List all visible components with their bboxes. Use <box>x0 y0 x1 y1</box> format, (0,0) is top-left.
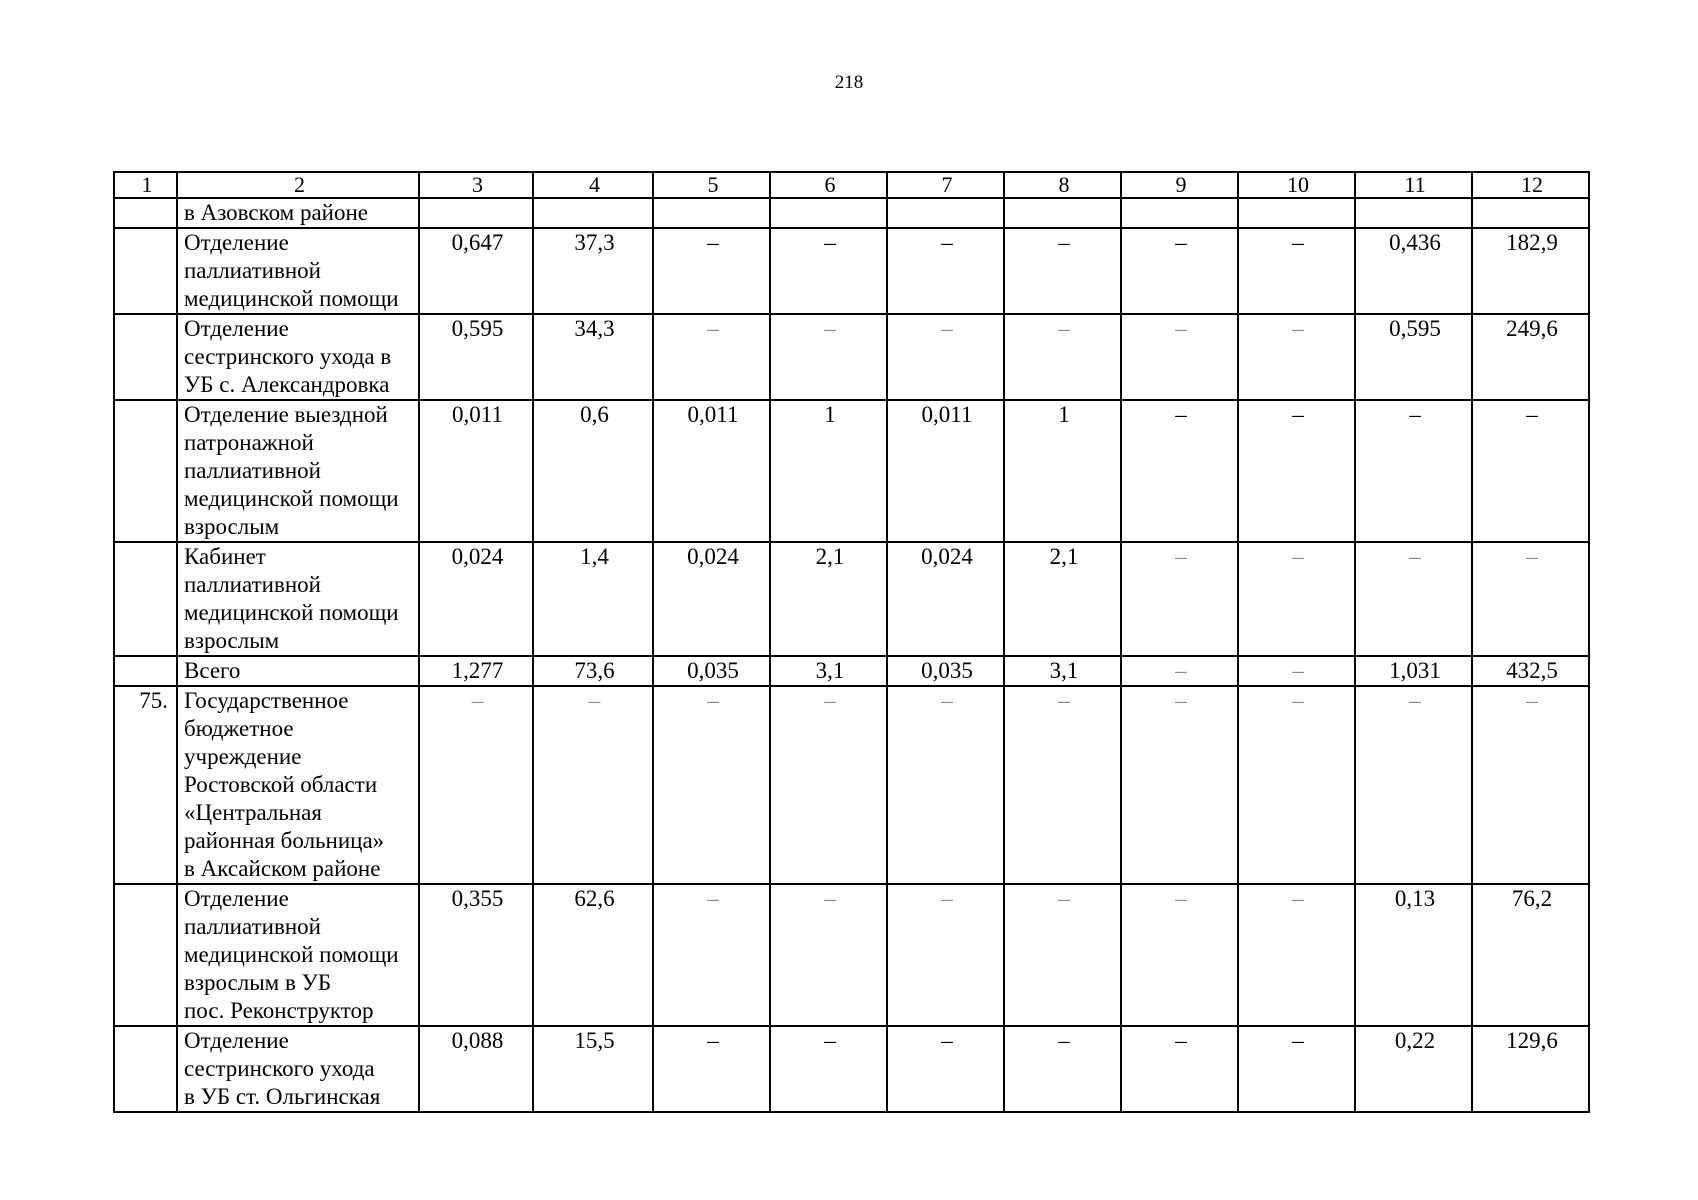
table-cell: – <box>770 884 887 1026</box>
row-name: Кабинет паллиативной медицинской помощи взрослым <box>177 542 419 656</box>
table-cell: 249,6 <box>1472 314 1589 400</box>
table-cell: – <box>1472 542 1589 656</box>
table-cell: 129,6 <box>1472 1026 1589 1112</box>
table-cell: 15,5 <box>533 1026 653 1112</box>
table-row <box>114 884 1589 1026</box>
table-cell <box>1004 198 1121 228</box>
table-cell: – <box>1238 542 1355 656</box>
table-cell: 0,647 <box>419 228 533 314</box>
table-cell: – <box>653 686 770 884</box>
row-number <box>114 1026 177 1112</box>
table-cell: 0,355 <box>419 884 533 1026</box>
table-cell: – <box>887 686 1004 884</box>
column-header: 3 <box>419 172 533 198</box>
table-cell: – <box>1121 656 1238 686</box>
table-cell: – <box>1121 400 1238 542</box>
row-number <box>114 198 177 228</box>
table-cell: – <box>653 314 770 400</box>
table-cell: – <box>1121 1026 1238 1112</box>
row-name: Отделение паллиативной медицинской помощи <box>177 228 419 314</box>
table-cell: – <box>653 1026 770 1112</box>
table-cell: – <box>1355 542 1472 656</box>
column-header: 2 <box>177 172 419 198</box>
table-cell <box>887 198 1004 228</box>
data-table <box>113 171 1590 1113</box>
row-number <box>114 400 177 542</box>
row-number: 75. <box>114 686 177 884</box>
table-cell: 0,088 <box>419 1026 533 1112</box>
table-cell: – <box>1355 400 1472 542</box>
table-cell: 182,9 <box>1472 228 1589 314</box>
table-cell: 0,011 <box>419 400 533 542</box>
table-cell <box>1238 198 1355 228</box>
table-cell <box>1355 198 1472 228</box>
table-cell: 3,1 <box>1004 656 1121 686</box>
table-cell: – <box>770 1026 887 1112</box>
table-row <box>114 198 1589 228</box>
column-header: 5 <box>653 172 770 198</box>
table-cell: 0,595 <box>1355 314 1472 400</box>
column-header: 4 <box>533 172 653 198</box>
table-cell: 0,024 <box>887 542 1004 656</box>
row-name: Государственное бюджетное учреждение Ростовской области «Центральная районная больница» в Аксайском районе <box>177 686 419 884</box>
table-cell: – <box>887 228 1004 314</box>
table-cell <box>533 198 653 228</box>
row-number <box>114 228 177 314</box>
header-row <box>114 172 1589 198</box>
table-cell: – <box>533 686 653 884</box>
column-header: 8 <box>1004 172 1121 198</box>
table-cell: 0,436 <box>1355 228 1472 314</box>
table-cell <box>1121 198 1238 228</box>
table-cell <box>419 198 533 228</box>
table-cell: – <box>1121 686 1238 884</box>
row-name: Всего <box>177 656 419 686</box>
row-number <box>114 542 177 656</box>
table-cell: 0,13 <box>1355 884 1472 1026</box>
row-number <box>114 656 177 686</box>
table-cell: – <box>887 1026 1004 1112</box>
table-cell: – <box>1472 400 1589 542</box>
table-cell: – <box>1238 400 1355 542</box>
table-cell: – <box>770 228 887 314</box>
table-cell: – <box>1004 884 1121 1026</box>
table-cell: – <box>1004 314 1121 400</box>
row-name: Отделение паллиативной медицинской помощи взрослым в УБ пос. Реконструктор <box>177 884 419 1026</box>
table-cell: 1,031 <box>1355 656 1472 686</box>
table-row <box>114 542 1589 656</box>
column-header: 11 <box>1355 172 1472 198</box>
table-cell: 1 <box>1004 400 1121 542</box>
table-cell: 0,011 <box>653 400 770 542</box>
row-number <box>114 314 177 400</box>
table-cell: – <box>1238 656 1355 686</box>
table-cell: – <box>1004 1026 1121 1112</box>
table-cell: 0,6 <box>533 400 653 542</box>
table-row-total <box>114 656 1589 686</box>
table-cell: 0,024 <box>653 542 770 656</box>
table-cell: 1,277 <box>419 656 533 686</box>
table-cell: 76,2 <box>1472 884 1589 1026</box>
table-row <box>114 1026 1589 1112</box>
table-row <box>114 686 1589 884</box>
table-cell: – <box>1121 542 1238 656</box>
table-cell: 0,22 <box>1355 1026 1472 1112</box>
table-cell: 0,595 <box>419 314 533 400</box>
table-cell: – <box>1355 686 1472 884</box>
table-cell: – <box>1238 228 1355 314</box>
table-cell: 0,035 <box>653 656 770 686</box>
table-cell: – <box>887 314 1004 400</box>
table-row <box>114 314 1589 400</box>
table-cell <box>653 198 770 228</box>
table-cell: – <box>887 884 1004 1026</box>
table-cell: – <box>1121 884 1238 1026</box>
table-cell: – <box>1238 314 1355 400</box>
row-number <box>114 884 177 1026</box>
table-cell <box>1472 198 1589 228</box>
column-header: 1 <box>114 172 177 198</box>
table-cell: 1,4 <box>533 542 653 656</box>
table-cell: 2,1 <box>770 542 887 656</box>
table-cell: – <box>770 686 887 884</box>
table-cell: 37,3 <box>533 228 653 314</box>
column-header: 6 <box>770 172 887 198</box>
column-header: 9 <box>1121 172 1238 198</box>
table-cell: – <box>419 686 533 884</box>
page-number: 218 <box>834 72 864 93</box>
table-cell: 2,1 <box>1004 542 1121 656</box>
table-row <box>114 228 1589 314</box>
row-name: Отделение сестринского ухода в УБ ст. Ольгинская <box>177 1026 419 1112</box>
column-header: 7 <box>887 172 1004 198</box>
table-cell: 432,5 <box>1472 656 1589 686</box>
table-cell: – <box>1121 314 1238 400</box>
table-cell: 73,6 <box>533 656 653 686</box>
table-row <box>114 400 1589 542</box>
table-cell: – <box>1238 686 1355 884</box>
table-cell <box>770 198 887 228</box>
table-cell: – <box>1004 228 1121 314</box>
table-cell: – <box>1004 686 1121 884</box>
table-cell: – <box>1238 884 1355 1026</box>
row-name: Отделение сестринского ухода в УБ с. Александровка <box>177 314 419 400</box>
table-cell: – <box>1472 686 1589 884</box>
table-cell: – <box>770 314 887 400</box>
table-cell: 34,3 <box>533 314 653 400</box>
table-cell: 3,1 <box>770 656 887 686</box>
table-cell: – <box>1121 228 1238 314</box>
table-cell: 0,011 <box>887 400 1004 542</box>
table-cell: 0,024 <box>419 542 533 656</box>
table-cell: – <box>653 228 770 314</box>
table-cell: – <box>1238 1026 1355 1112</box>
table-cell: – <box>653 884 770 1026</box>
column-header: 12 <box>1472 172 1589 198</box>
table-cell: 62,6 <box>533 884 653 1026</box>
column-header: 10 <box>1238 172 1355 198</box>
table-cell: 0,035 <box>887 656 1004 686</box>
row-name: Отделение выездной патронажной паллиативной медицинской помощи взрослым <box>177 400 419 542</box>
table-cell: 1 <box>770 400 887 542</box>
row-name: в Азовском районе <box>177 198 419 228</box>
